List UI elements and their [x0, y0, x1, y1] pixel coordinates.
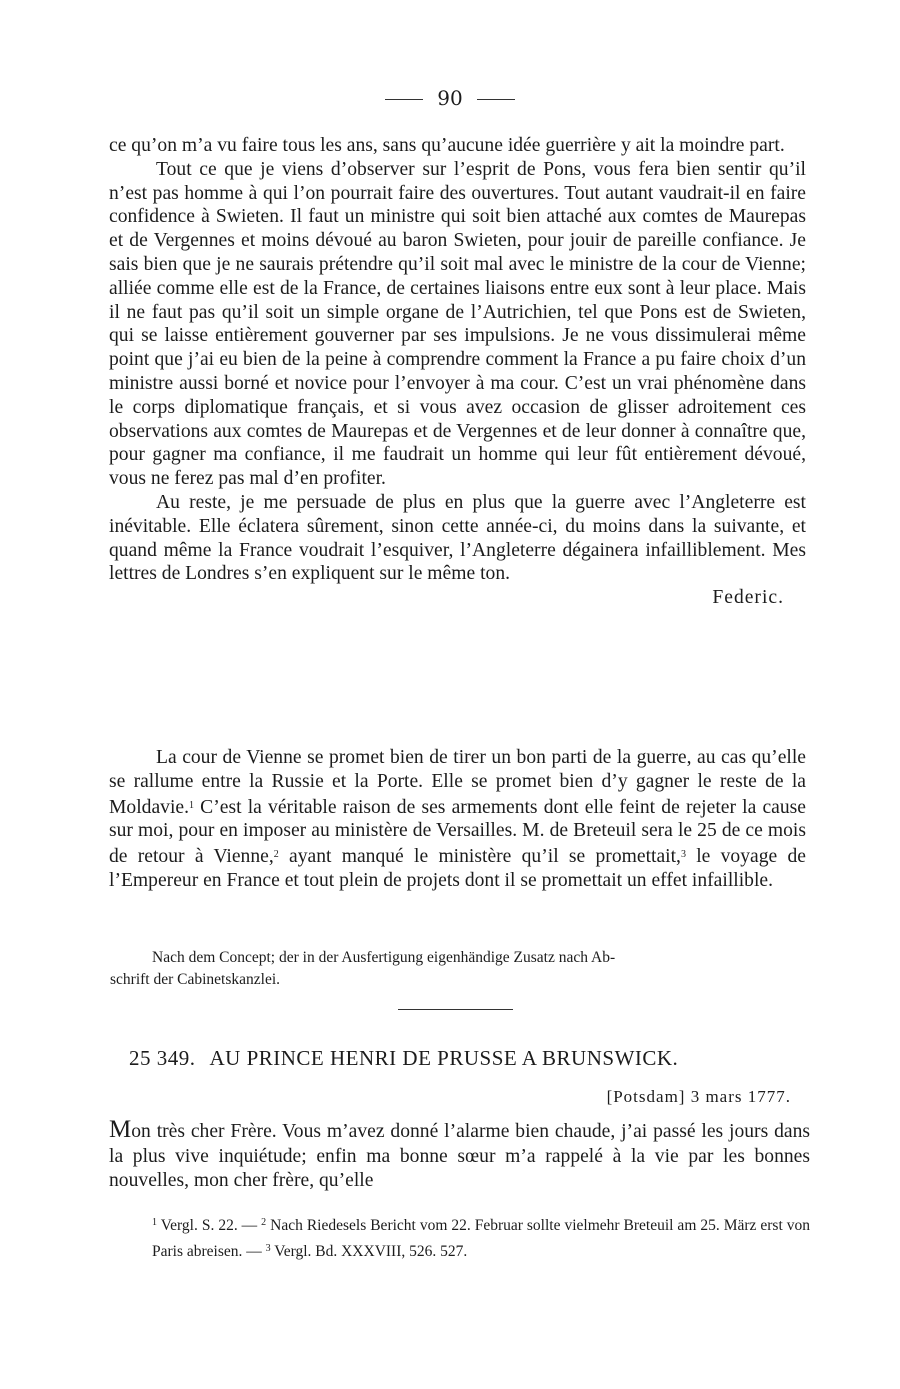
letter-opening — [109, 1118, 810, 1194]
initial-letter: M — [109, 1116, 132, 1143]
page-number: 90 — [437, 86, 463, 110]
footnote-ref-2: 2 — [273, 849, 279, 861]
page-header — [0, 86, 900, 110]
footnote-mark-2: 2 — [261, 1217, 267, 1228]
header-dash-right — [477, 99, 515, 100]
footnote-mark-3: 3 — [265, 1243, 271, 1254]
postscript — [109, 746, 806, 893]
source-note-line-1: Nach dem Concept; der in der Ausfertigung eigenhändige Zusatz nach Ab- — [152, 949, 616, 966]
signature: Federic. — [712, 587, 784, 609]
footnote-block — [109, 1211, 810, 1263]
dateline: [Potsdam] 3 mars 1777. — [606, 1087, 791, 1106]
paragraph-3: Au reste, je me persuade de plus en plus que la guerre avec l’Angleterre est inévitable. Elle éclatera sûrement, sinon cette année-ci, du moins dans la suivante, et quand même la France voudrait l’esquiver, l’Angleterre dégainera infailliblement. Mes lettres de Londres s’en expliquent sur le même ton. — [109, 491, 806, 585]
footnote-ref-1: 1 — [189, 799, 194, 811]
header-dash-left — [385, 99, 423, 100]
document-title: AU PRINCE HENRI DE PRUSSE A BRUNSWICK. — [209, 1046, 679, 1070]
postscript-text-3: ayant manqué le ministère qu’il se promettait, — [278, 846, 681, 868]
footnotes — [109, 1211, 810, 1263]
footnote-ref-3: 3 — [680, 849, 686, 861]
paragraph-2: Tout ce que je viens d’observer sur l’esprit de Pons, vous fera bien sentir qu’il n’est pas homme à qui l’on pourrait faire des ouvertures. Tout autant vaudrait-il en faire confidence à Swieten. Il faut un ministre qui soit bien attaché aux comtes de Maurepas et de Vergennes et moins dévoué au baron Swieten, pour jouir de pareille confiance. Je sais bien que je ne saurais prétendre qu’il soit mal avec le ministre de la cour de Vienne; alliée comme elle est de la France, de certaines liaisons entre eux sont à leur place. Mais il ne faut pas qu’il soit un simple organe de l’Autrichien, tel que Pons est de Swieten, qui se laisse entièrement gouverner par ses impulsions. Je ne vous dissimulerai même point que j’ai eu bien de la peine à comprendre comment la France a pu faire choix d’un ministre aussi borné et novice pour l’envoyer à ma cour. C’est un vrai phénomène dans le corps diplomatique français, et si vous avez occasion de glisser adroitement ces observations aux comtes de Maurepas et de Vergennes et de leur donner à connaître que, pour gagner ma confiance, il me faudrait un homme qui leur fût entièrement dévoué, vous ne ferez pas mal d’en profiter. — [109, 158, 806, 490]
letter-continuation — [109, 134, 806, 610]
postscript-text-4: le voyage de l’Empereur en France et tout plein de projets dont il se promettait un effet infaillible. — [109, 846, 806, 891]
source-note-line-2: schrift der Cabinetskanzlei. — [110, 971, 281, 988]
footnote-text-3: Vergl. Bd. XXXVIII, 526. 527. — [270, 1243, 468, 1260]
footnote-mark-1: 1 — [152, 1217, 157, 1228]
postscript-text-1: La cour de Vienne se promet bien de tirer un bon parti de la guerre, au cas qu’elle se rallume entre la Russie et la Porte. Elle se promet bien d’y gagner le reste de la Moldavie. — [109, 747, 806, 818]
paragraph-1: ce qu’on m’a vu faire tous les ans, sans qu’aucune idée guerrière y ait la moindre part. — [109, 135, 785, 156]
document-number: 25 349. — [129, 1046, 196, 1070]
postscript-text-2: C’est la véritable raison de ses armements dont elle feint de rejeter la cause sur moi, pour en imposer au ministère de Versailles. M. de Breteuil sera le 25 de ce mois de retour à Vienne, — [109, 796, 806, 868]
footnote-text-2: Nach Riedesels Bericht vom 22. Februar sollte vielmehr Breteuil am 25. März erst von Paris abreisen. — — [152, 1217, 811, 1260]
separator-rule — [398, 1009, 513, 1010]
source-note — [110, 947, 806, 991]
letter-opening-text: on très cher Frère. Vous m’avez donné l’alarme bien chaude, j’ai passé les jours dans la plus vive inquiétude; enfin ma bonne sœur m’a rappelé à la vie par les bonnes nouvelles, mon cher frère, qu’elle — [109, 1121, 810, 1191]
postscript-paragraph — [109, 746, 806, 893]
document-heading — [129, 1046, 829, 1071]
footnote-text-1: Vergl. S. 22. — — [157, 1217, 262, 1234]
